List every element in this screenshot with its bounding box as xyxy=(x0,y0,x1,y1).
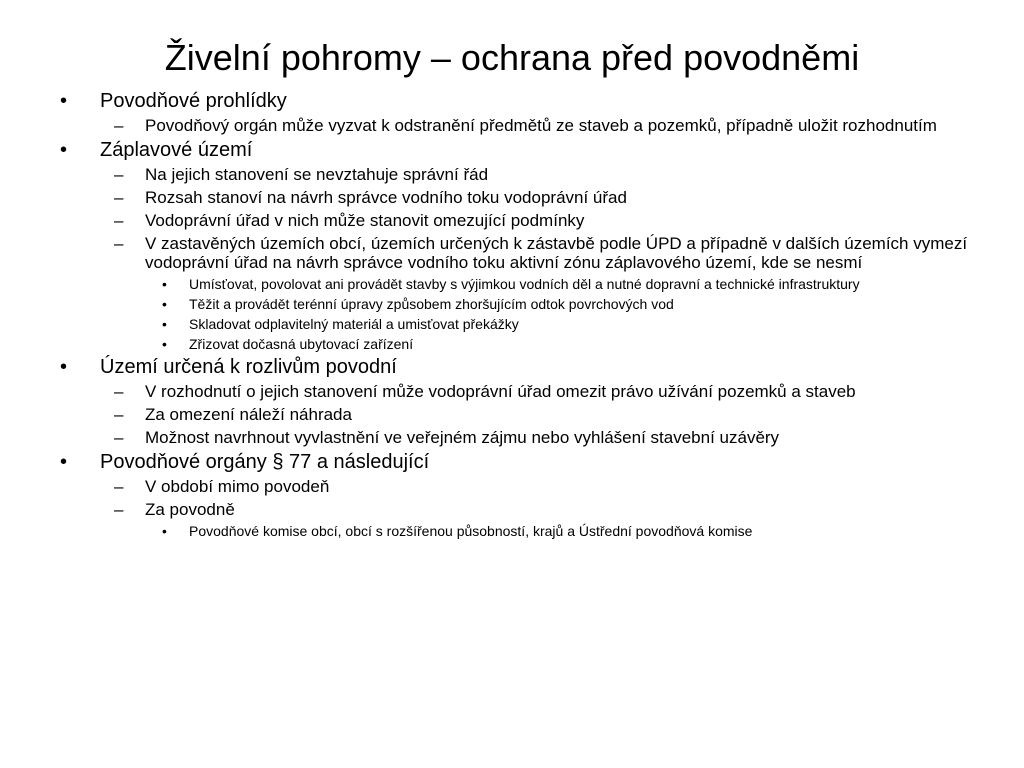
item-text: Těžit a provádět terénní úpravy způsobem zhoršujícím odtok povrchových vod xyxy=(189,296,674,312)
item-text: Povodňový orgán může vyzvat k odstranění předmětů ze staveb a pozemků, případně uložit rozhodnutím xyxy=(145,116,937,135)
bullet-marker: • xyxy=(162,316,167,332)
dash-marker: – xyxy=(114,382,124,401)
bullet-marker: • xyxy=(60,90,68,112)
dash-marker: – xyxy=(114,477,124,496)
sub-item xyxy=(56,234,976,272)
item-text: Na jejich stanovení se nevztahuje správní řád xyxy=(145,165,489,184)
sub-item xyxy=(56,428,976,447)
sub-item xyxy=(56,382,976,401)
bullet-marker: • xyxy=(60,451,68,473)
bullet-item xyxy=(56,90,976,112)
sub-sub-item xyxy=(56,296,976,312)
item-text: Rozsah stanoví na návrh správce vodního toku vodoprávní úřad xyxy=(145,188,627,207)
item-text: Zřizovat dočasná ubytovací zařízení xyxy=(189,336,414,352)
dash-marker: – xyxy=(114,234,124,253)
sub-item xyxy=(56,500,976,519)
dash-marker: – xyxy=(114,165,124,184)
dash-marker: – xyxy=(114,116,124,135)
item-text: Povodňové komise obcí, obcí s rozšířenou působností, krajů a Ústřední povodňová komise xyxy=(189,523,753,539)
item-text: Povodňové prohlídky xyxy=(100,90,287,112)
sub-item xyxy=(56,116,976,135)
dash-marker: – xyxy=(114,428,124,447)
bullet-marker: • xyxy=(60,356,68,378)
bullet-marker: • xyxy=(162,336,167,352)
item-text: Vodoprávní úřad v nich může stanovit omezující podmínky xyxy=(145,211,585,230)
item-text: Skladovat odplavitelný materiál a umisťovat překážky xyxy=(189,316,519,332)
sub-sub-item xyxy=(56,276,976,292)
sub-sub-item xyxy=(56,336,976,352)
bullet-item xyxy=(56,139,976,161)
bullet-marker: • xyxy=(162,296,167,312)
item-text: Území určená k rozlivům povodní xyxy=(100,356,397,378)
dash-marker: – xyxy=(114,500,124,519)
bullet-item xyxy=(56,451,976,473)
sub-item xyxy=(56,477,976,496)
item-text: V zastavěných územích obcí, územích určených k zástavbě podle ÚPD a případně v dalších územích vymezí vodoprávní úřad na návrh správce vodního toku aktivní zónu záplavového území, kde se nesmí xyxy=(145,234,968,272)
sub-item xyxy=(56,165,976,184)
item-text: V rozhodnutí o jejich stanovení může vodoprávní úřad omezit právo užívání pozemků a staveb xyxy=(145,382,856,401)
slide-title: Živelní pohromy – ochrana před povodněmi xyxy=(164,37,860,78)
dash-marker: – xyxy=(114,188,124,207)
bullet-item xyxy=(56,356,976,378)
sub-sub-item xyxy=(56,316,976,332)
bullet-marker: • xyxy=(162,276,167,292)
item-text: Za povodně xyxy=(145,500,235,519)
bullet-list xyxy=(56,90,976,539)
bullet-marker: • xyxy=(60,139,68,161)
item-text: Povodňové orgány § 77 a následující xyxy=(100,451,430,473)
dash-marker: – xyxy=(114,211,124,230)
item-text: Záplavové území xyxy=(100,139,253,161)
item-text: Umísťovat, povolovat ani provádět stavby s výjimkou vodních děl a nutné dopravní a technické infrastruktury xyxy=(189,276,860,292)
dash-marker: – xyxy=(114,405,124,424)
item-text: V období mimo povodeň xyxy=(145,477,330,496)
sub-item xyxy=(56,405,976,424)
slide-content xyxy=(56,86,976,539)
item-text: Za omezení náleží náhrada xyxy=(145,405,352,424)
sub-sub-item xyxy=(56,523,976,539)
sub-item xyxy=(56,211,976,230)
bullet-marker: • xyxy=(162,523,167,539)
item-text: Možnost navrhnout vyvlastnění ve veřejném zájmu nebo vyhlášení stavební uzávěry xyxy=(145,428,780,447)
sub-item xyxy=(56,188,976,207)
